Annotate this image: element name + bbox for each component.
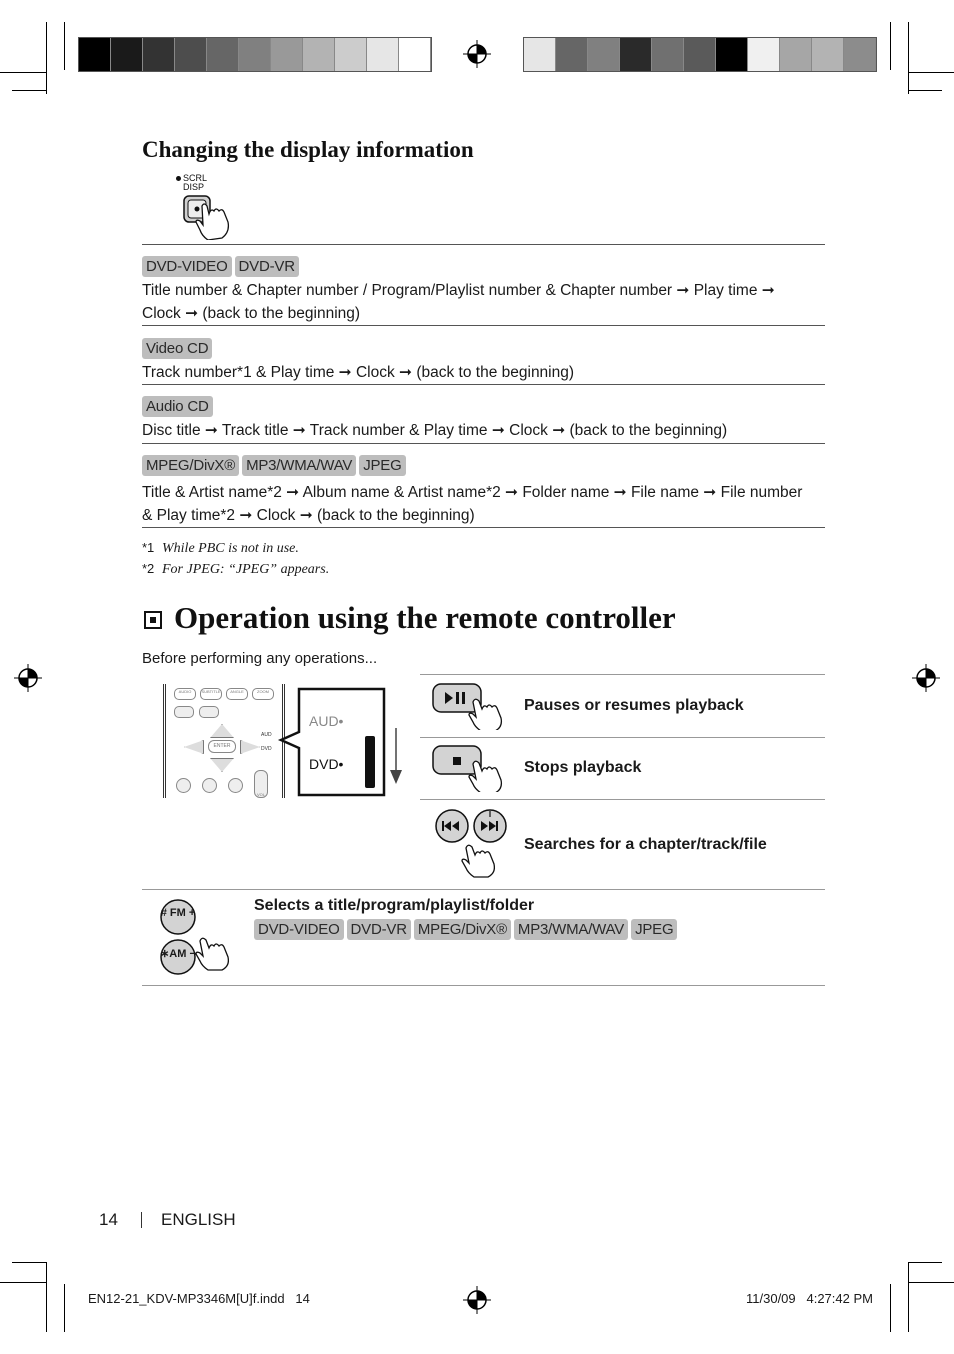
crop-mark — [908, 22, 909, 94]
crop-mark — [64, 22, 65, 70]
color-swatch — [652, 38, 684, 71]
crop-mark — [908, 1282, 954, 1283]
crop-mark — [908, 1262, 942, 1263]
footer-separator — [141, 1212, 142, 1228]
sequence-line: Clock ➞ (back to the beginning) — [142, 305, 361, 322]
remote-audio-button: AUDIO — [174, 688, 196, 700]
sequence-line: Disc title ➞ Track title ➞ Track number & Play time ➞ Clock ➞ (back to the beginning) — [142, 422, 728, 439]
display-sequence-files — [142, 481, 832, 527]
crop-mark — [908, 90, 942, 91]
divider — [142, 889, 825, 890]
format-tag: MP3/WMA/WAV — [242, 455, 356, 476]
operation-label: Pauses or resumes playback — [524, 697, 744, 714]
color-swatch — [844, 38, 876, 71]
format-tag: MPEG/DivX® — [414, 919, 511, 940]
crop-mark — [0, 1282, 46, 1283]
format-tag: MPEG/DivX® — [142, 455, 239, 476]
remote-left-icon — [184, 740, 204, 754]
remote-aud-label: AUD — [261, 732, 272, 738]
format-tag: DVD-VR — [347, 919, 411, 940]
color-swatch — [556, 38, 588, 71]
display-row-files — [142, 455, 409, 476]
divider — [420, 799, 825, 800]
format-tag: MP3/WMA/WAV — [514, 919, 628, 940]
color-swatch — [780, 38, 812, 71]
registration-mark-icon — [463, 40, 491, 68]
crop-mark — [908, 72, 954, 73]
crop-mark — [0, 72, 46, 73]
select-tags — [254, 919, 680, 940]
color-swatch — [335, 38, 367, 71]
format-tag: DVD-VIDEO — [254, 919, 344, 940]
remote-volume-button: VOL — [254, 770, 268, 798]
display-row-vcd — [142, 338, 215, 359]
divider — [142, 527, 825, 528]
section-square-icon — [143, 610, 163, 630]
registration-mark-icon — [14, 664, 42, 692]
format-tag: DVD-VR — [235, 256, 299, 277]
remote-play-button — [174, 706, 194, 718]
sequence-line: Title & Artist name*2 ➞ Album name & Artist name*2 ➞ Folder name ➞ File name ➞ File number — [142, 484, 803, 501]
am-button-label: ∗AM − — [160, 948, 196, 960]
format-tag: JPEG — [359, 455, 405, 476]
file-info: EN12-21_KDV-MP3346M[U]f.indd 14 — [88, 1291, 310, 1306]
remote-subtitle-button: SUBTITLE — [200, 688, 222, 700]
remote-round-button — [176, 778, 191, 793]
color-swatch — [812, 38, 844, 71]
switch-aud-label: AUD• — [309, 713, 344, 729]
remote-zoom-button: ZOOM — [252, 688, 274, 700]
color-swatch — [207, 38, 239, 71]
color-bar-right — [523, 37, 877, 72]
remote-illustration — [163, 684, 285, 798]
divider — [420, 674, 825, 675]
divider — [142, 325, 825, 326]
crop-mark — [46, 1262, 47, 1332]
crop-mark — [12, 90, 46, 91]
footnotes — [142, 538, 329, 580]
section-title: Changing the display information — [142, 137, 474, 162]
remote-section-title: Operation using the remote controller — [174, 600, 676, 635]
display-row-acd — [142, 396, 216, 417]
display-row-dvd — [142, 256, 302, 277]
divider — [142, 384, 825, 385]
remote-up-icon — [210, 724, 234, 738]
crop-mark — [64, 1284, 65, 1332]
color-swatch — [271, 38, 303, 71]
color-swatch — [588, 38, 620, 71]
page-number: 14 — [99, 1210, 118, 1229]
color-swatch — [79, 38, 111, 71]
remote-round-button — [228, 778, 243, 793]
format-tag: Video CD — [142, 338, 212, 359]
display-sequence-vcd — [142, 361, 832, 384]
sequence-line: Track number*1 & Play time ➞ Clock ➞ (back to the beginning) — [142, 364, 575, 381]
remote-right-icon — [240, 740, 260, 754]
print-timestamp: 11/30/09 4:27:42 PM — [746, 1291, 873, 1306]
fm-button-label: # FM + — [160, 907, 196, 919]
remote-stop-button — [199, 706, 219, 718]
select-label: Selects a title/program/playlist/folder — [254, 897, 535, 914]
registration-mark-icon — [912, 664, 940, 692]
play-pause-icon — [431, 682, 515, 730]
remote-angle-button: ANGLE — [226, 688, 248, 700]
color-swatch — [239, 38, 271, 71]
language-label: ENGLISH — [161, 1210, 236, 1229]
color-swatch — [524, 38, 556, 71]
color-swatch — [143, 38, 175, 71]
crop-mark — [46, 22, 47, 94]
crop-mark — [890, 22, 891, 70]
stop-icon — [431, 744, 515, 792]
divider — [142, 244, 825, 245]
footnote: *1 While PBC is not in use. — [142, 540, 299, 556]
down-arrow-icon — [388, 728, 404, 786]
callout-frame — [277, 686, 387, 798]
switch-dvd-label: DVD• — [309, 756, 344, 772]
divider — [142, 985, 825, 986]
disp-button-label: SCRL DISP — [176, 174, 207, 192]
skip-icon — [432, 806, 516, 880]
remote-dvd-label: DVD — [261, 746, 272, 752]
color-swatch — [684, 38, 716, 71]
crop-mark — [908, 1262, 909, 1332]
divider — [142, 443, 825, 444]
format-tag: DVD-VIDEO — [142, 256, 232, 277]
operation-label: Stops playback — [524, 759, 642, 776]
format-tag: JPEG — [631, 919, 677, 940]
color-swatch — [175, 38, 207, 71]
remote-round-button — [202, 778, 217, 793]
color-swatch — [399, 38, 431, 71]
sequence-line: Title number & Chapter number / Program/Playlist number & Chapter number ➞ Play time ➞ — [142, 282, 775, 299]
format-tag: Audio CD — [142, 396, 213, 417]
remote-down-icon — [210, 758, 234, 772]
operation-label: Searches for a chapter/track/file — [524, 836, 767, 853]
crop-mark — [12, 1262, 46, 1263]
color-swatch — [716, 38, 748, 71]
display-sequence-dvd — [142, 279, 832, 325]
color-swatch — [620, 38, 652, 71]
crop-mark — [890, 1284, 891, 1332]
display-sequence-acd — [142, 419, 832, 442]
disp-button-press-icon — [180, 192, 244, 240]
footnote: *2 For JPEG: “JPEG” appears. — [142, 561, 330, 577]
sequence-line: & Play time*2 ➞ Clock ➞ (back to the beginning) — [142, 507, 475, 524]
divider — [420, 737, 825, 738]
color-swatch — [748, 38, 780, 71]
color-swatch — [367, 38, 399, 71]
registration-mark-icon — [463, 1286, 491, 1314]
intro-text: Before performing any operations... — [142, 650, 378, 667]
color-bar-left — [78, 37, 432, 72]
remote-enter-button: ENTER — [208, 740, 236, 753]
color-swatch — [111, 38, 143, 71]
color-swatch — [303, 38, 335, 71]
